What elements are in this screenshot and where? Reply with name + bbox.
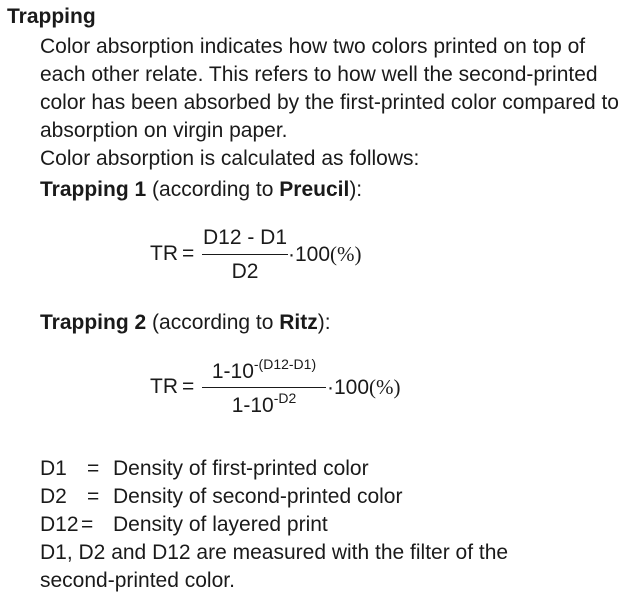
definition-description: Density of layered print (113, 513, 328, 536)
intro-paragraph: Color absorption indicates how two colors printed on top of each other relate. This refers to how well the second-printed color has been absorbed by the first-printed color compared to absorption on virgin paper. (40, 35, 619, 142)
trapping1-text-before: (according to (146, 178, 280, 201)
definition-abbr: D12 (40, 513, 79, 536)
measurement-note (40, 539, 630, 595)
formula2-multiplier: ·100 (327, 376, 370, 399)
definition-equals: = (87, 485, 100, 508)
note-line-1: D1, D2 and D12 are measured with the filter of the (40, 541, 509, 564)
trapping2-label: Trapping 2 (40, 311, 147, 334)
definitions-list (40, 455, 630, 595)
definition-abbr: D2 (40, 485, 67, 508)
formula2-numerator (202, 356, 326, 384)
definition-equals: = (87, 457, 100, 480)
trapping2-author: Ritz (279, 311, 318, 334)
formula2-rest (327, 375, 401, 400)
formula2-unit: (%) (369, 375, 401, 399)
note-line-2: second-printed color. (40, 569, 235, 592)
definition-equals: = (81, 513, 94, 536)
definition-abbr: D1 (40, 457, 67, 480)
formula2-numerator-base: 1-10 (211, 360, 254, 383)
formula2-numerator-exponent: -(D12-D1) (253, 356, 317, 372)
formula1-rest (288, 242, 362, 267)
trapping1-label: Trapping 1 (40, 178, 147, 201)
formula2-denominator (202, 390, 326, 418)
formula1-fraction-bar (202, 254, 288, 255)
formula1-numerator: D12 - D1 (202, 226, 288, 249)
formula2-lhs: TR (150, 375, 178, 398)
definition-row (40, 511, 630, 539)
formula2-denominator-base: 1-10 (231, 394, 274, 417)
formula1-lhs: TR (150, 242, 178, 265)
formula1-denominator: D2 (231, 260, 259, 283)
trapping1-text-after: ): (349, 178, 363, 201)
definition-row (40, 483, 630, 511)
definition-description: Density of second-printed color (113, 485, 403, 508)
definition-row (40, 455, 630, 483)
section-title: Trapping (7, 5, 96, 28)
trapping1-heading (40, 176, 630, 204)
formula1-multiplier: ·100 (288, 243, 331, 266)
intro-calculation-line: Color absorption is calculated as follows: (40, 147, 420, 170)
trapping2-heading (40, 309, 630, 337)
formula2-equals: = (182, 375, 195, 398)
trapping2-text-before: (according to (146, 311, 280, 334)
intro-text (40, 33, 630, 173)
definition-description: Density of first-printed color (113, 457, 369, 480)
formula1-unit: (%) (330, 242, 362, 266)
trapping1-author: Preucil (279, 178, 350, 201)
formula1-equals: = (182, 242, 195, 265)
formula2-denominator-exponent: -D2 (273, 390, 297, 406)
formula2-fraction-bar (202, 387, 326, 388)
trapping2-text-after: ): (317, 311, 331, 334)
